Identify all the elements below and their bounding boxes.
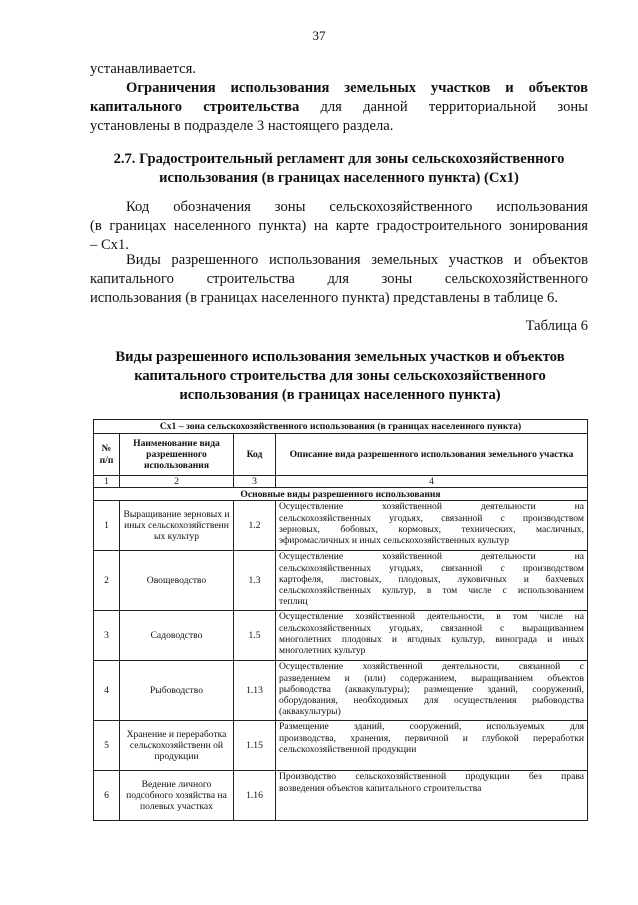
row-name: Ведение личного подсобного хозяйства на полевых участках — [120, 771, 234, 821]
col-number: 3 — [234, 476, 276, 488]
paragraph-line: – Сх1. — [90, 237, 129, 253]
desc-line: сельскохозяйственных культур, в том числе с использованием — [279, 585, 584, 597]
row-name: Выращивание зерновых и иных сельскохозяйственн ых культур — [120, 501, 234, 551]
row-code: 1.15 — [234, 721, 276, 771]
column-header-row — [94, 434, 588, 476]
desc-line: Осуществление хозяйственной деятельности, в том числе на — [279, 611, 584, 623]
bold-text: Ограничения использования земельных участков и объектов — [126, 80, 588, 96]
zone-header-row — [94, 420, 588, 434]
section-heading-line: 2.7. Градостроительный регламент для зоны сельскохозяйственного — [113, 151, 565, 167]
desc-line: Размещение зданий, сооружений, используемых для — [279, 721, 584, 733]
row-code: 1.2 — [234, 501, 276, 551]
desc-line: Осуществление хозяйственной деятельности, связанной с — [279, 661, 584, 673]
paragraph-line: использования (в границах населенного пункта) представлены в таблице 6. — [90, 290, 558, 306]
paragraph-text: устанавливается. — [90, 61, 196, 77]
col-number: 2 — [120, 476, 234, 488]
paragraph-code — [90, 198, 588, 255]
row-code: 1.16 — [234, 771, 276, 821]
section-heading-line: использования (в границах населенного пункта) (Сх1) — [159, 170, 519, 186]
row-number: 2 — [94, 551, 120, 611]
row-code: 1.3 — [234, 551, 276, 611]
table-row — [94, 551, 588, 611]
col-header-name: Наименование вида разрешенного использования — [120, 434, 234, 476]
desc-line: производства, хранения, первичной и глубокой переработки — [279, 732, 584, 744]
desc-line: теплиц — [279, 596, 308, 608]
zone-header: Сх1 – зона сельскохозяйственного использования (в границах населенного пункта) — [94, 420, 588, 434]
paragraph-line: капитального строительства для зоны сельскохозяйственного — [90, 271, 588, 287]
zoning-table — [93, 419, 588, 821]
desc-line: картофеля, листовых, плодовых, луковичных и бахчевых — [279, 573, 584, 585]
paragraph-line: Виды разрешенного использования земельных участков и объектов — [126, 252, 588, 268]
paragraph-1 — [90, 60, 588, 79]
paragraph-types — [90, 251, 588, 308]
row-name: Рыбоводство — [120, 661, 234, 721]
row-number: 3 — [94, 611, 120, 661]
row-number: 6 — [94, 771, 120, 821]
paragraph-line: капитального строительства для данной территориальной зоны — [90, 99, 588, 115]
table-row — [94, 721, 588, 771]
column-number-row — [94, 476, 588, 488]
row-name: Садоводство — [120, 611, 234, 661]
paragraph-restrictions — [90, 79, 588, 136]
paragraph-line — [90, 79, 588, 98]
paragraph-line: установлены в подразделе 3 настоящего раздела. — [90, 118, 394, 134]
row-number: 1 — [94, 501, 120, 551]
desc-line: оборудования, необходимых для осуществления рыбоводства — [279, 695, 584, 707]
col-number: 1 — [94, 476, 120, 488]
row-name: Овощеводство — [120, 551, 234, 611]
row-code: 1.5 — [234, 611, 276, 661]
row-name: Хранение и переработка сельскохозяйственн ой продукции — [120, 721, 234, 771]
section-heading — [90, 150, 588, 188]
page-number: 37 — [312, 28, 326, 43]
row-description — [276, 611, 588, 661]
desc-line: сельскохозяйственных угодьях, связанной с производством — [279, 562, 584, 574]
desc-line: Осуществление хозяйственной деятельности на — [279, 501, 584, 513]
table-row — [94, 661, 588, 721]
desc-line: сельскохозяйственной продукции — [279, 743, 417, 755]
table-row — [94, 501, 588, 551]
desc-line: возведения объектов капитального строительства — [279, 782, 482, 794]
desc-line: Производство сельскохозяйственной продукции без права — [279, 771, 584, 783]
desc-line: сельскохозяйственных угодьях, связанной с выращиванием — [279, 622, 584, 634]
row-description — [276, 661, 588, 721]
col-header-code: Код — [234, 434, 276, 476]
row-description — [276, 501, 588, 551]
row-description — [276, 721, 588, 771]
desc-line: многолетних плодовых и ягодных культур, винограда и иных — [279, 633, 584, 645]
section-header: Основные виды разрешенного использования — [94, 488, 588, 501]
col-header-desc: Описание вида разрешенного использования земельного участка — [276, 434, 588, 476]
desc-line: сельскохозяйственных угодьях, связанной с производством — [279, 512, 584, 524]
row-code: 1.13 — [234, 661, 276, 721]
desc-line: зерновых, бобовых, кормовых, технических, масличных, — [279, 523, 584, 535]
row-description — [276, 771, 588, 821]
desc-line: эфиромасличных и иных сельскохозяйственных культур — [279, 535, 510, 547]
table-row — [94, 611, 588, 661]
section-header-row — [94, 488, 588, 501]
col-header-num: № п/п — [94, 434, 120, 476]
desc-line: Осуществление хозяйственной деятельности на — [279, 551, 584, 563]
row-number: 4 — [94, 661, 120, 721]
table-label: Таблица 6 — [525, 318, 588, 334]
desc-line: (аквакультуры) — [279, 706, 341, 718]
table-title-line: использования (в границах населенного пункта) — [179, 387, 501, 403]
table-title-line: капитального строительства для зоны сельскохозяйственного — [134, 368, 546, 384]
desc-line: многолетних культур — [279, 645, 366, 657]
table-row — [94, 771, 588, 821]
paragraph-line: Код обозначения зоны сельскохозяйственного использования — [126, 199, 588, 215]
desc-line: рыбоводства (аквакультуры); размещение зданий, сооружений, — [279, 683, 584, 695]
row-description — [276, 551, 588, 611]
table-title — [80, 348, 600, 405]
desc-line: разведением и (или) содержанием, выращиванием объектов — [279, 672, 584, 684]
col-number: 4 — [276, 476, 588, 488]
row-number: 5 — [94, 721, 120, 771]
bold-text: капитального строительства — [90, 99, 300, 115]
paragraph-line: (в границах населенного пункта) на карте градостроительного зонирования — [90, 218, 588, 234]
table-title-line: Виды разрешенного использования земельных участков и объектов — [115, 349, 565, 365]
